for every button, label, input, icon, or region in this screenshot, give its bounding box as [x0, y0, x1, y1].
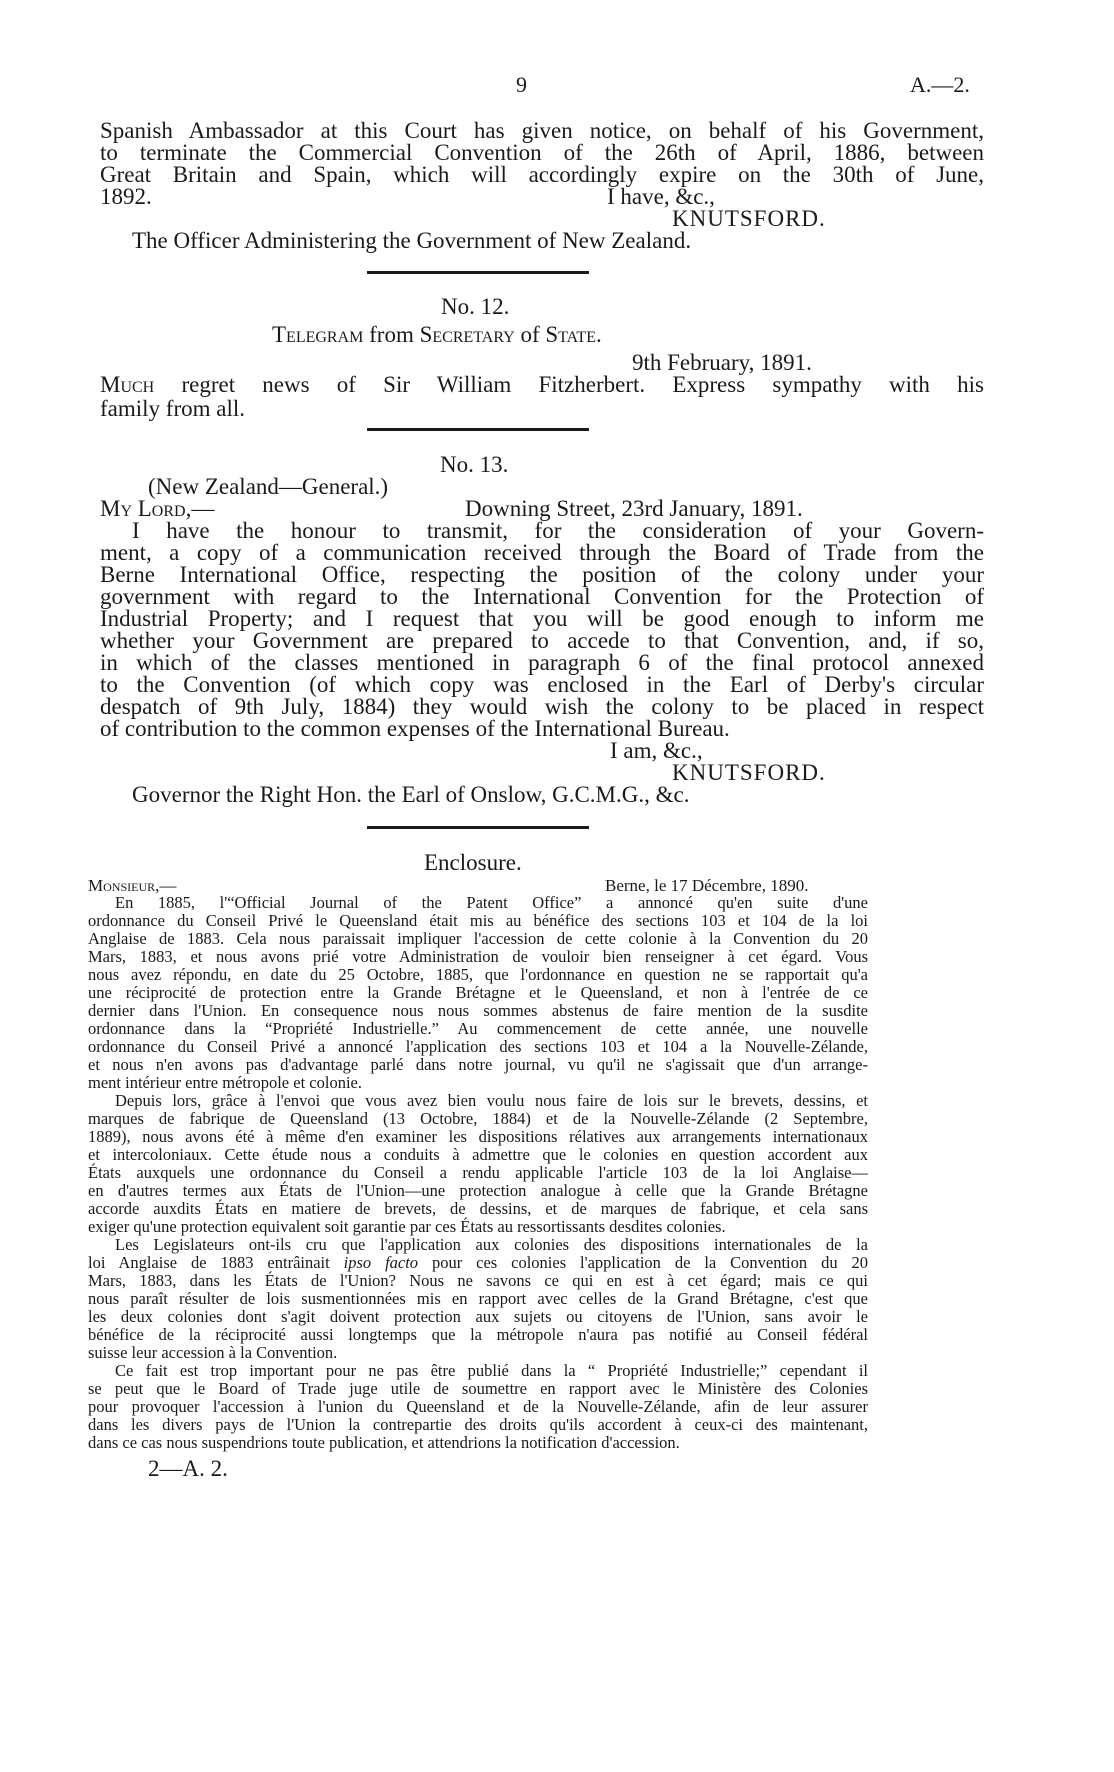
section-number: No. 12.: [441, 294, 510, 319]
enclosure-line: suisse leur accession à la Convention.: [88, 1343, 338, 1362]
section-divider: [367, 271, 589, 274]
enclosure-line: Mars, 1883, dans les États de l'Union? Nous ne savons ce qui en est à cet égard; mais ce qui: [88, 1271, 868, 1290]
page-number: 9: [516, 72, 527, 97]
enclosure-line: en d'autres termes aux États de l'Union—une protection analogue à celle que la Grande Brétagne: [88, 1181, 868, 1200]
body-line: to terminate the Commercial Convention of the 26th of April, 1886, between: [100, 140, 984, 165]
body-line: 1892.: [100, 184, 152, 209]
signature: KNUTSFORD.: [672, 206, 826, 231]
dateline: Downing Street, 23rd January, 1891.: [465, 496, 803, 521]
enclosure-line: et intercoloniaux. Cette étude nous a conduits à admettre que le colonies en question accordent aux: [88, 1145, 868, 1164]
title-word: from: [369, 322, 414, 347]
enclosure-line: marques de fabrique de Queensland (13 Octobre, 1884) et de la Nouvelle-Zélande (2 Septembre,: [88, 1109, 868, 1128]
enclosure-line: ordonnance dans la “Propriété Industrielle.” Au commencement de cette année, une nouvelle: [88, 1019, 868, 1038]
enclosure-line: exiger qu'une protection equivalent soit garantie par ces États au ressortissants desdites colonies.: [88, 1217, 726, 1236]
body-line: Industrial Property; and I request that you will be good enough to inform me: [100, 606, 984, 631]
dateline: Berne, le 17 Décembre, 1890.: [605, 876, 809, 895]
enclosure-line: dans les divers pays de l'Union la contrepartie des droits qu'ils accordent à ceux-ci des maintenant,: [88, 1415, 868, 1434]
body-line: Berne International Office, respecting the position of the colony under your: [100, 562, 984, 587]
salutation: Monsieur,—: [88, 876, 177, 895]
enclosure-line: ordonnance du Conseil Privé le Queensland était mis au bénéfice des sections 103 et 104 de la loi: [88, 911, 868, 930]
title-word: Secretary: [419, 322, 515, 347]
body-line: in which of the classes mentioned in paragraph 6 of the final protocol annexed: [100, 650, 984, 675]
enclosure-line: bénéfice de la réciprocité aussi longtemps que la métropole n'aura pas notifié au Conseil fédéral: [88, 1325, 868, 1344]
body-line: to the Convention (of which copy was enclosed in the Earl of Derby's circular: [100, 672, 984, 697]
enclosure-line: [88, 1254, 868, 1272]
first-word: Much: [100, 372, 155, 397]
telegram-date: 9th February, 1891.: [632, 350, 812, 375]
sign-off: I am, &c.,: [610, 738, 703, 763]
subheading: (New Zealand—General.): [148, 474, 389, 499]
enclosure-line: Ce fait est trop important pour ne pas être publié dans la “ Propriété Industrielle;” cependant il: [115, 1361, 868, 1380]
section-number: No. 13.: [440, 452, 509, 477]
enclosure-line: pour provoquer l'accession à l'union du Queensland et de la Nouvelle-Zélande, afin de leur assurer: [88, 1397, 868, 1416]
document-reference: A.—2.: [910, 72, 970, 97]
enclosure-line: États auxquels une ordonnance du Conseil a rendu applicable l'article 103 de la loi Anglaise—: [88, 1163, 868, 1182]
title-word: Telegram: [272, 322, 364, 347]
enclosure-line: et nous n'en avons pas d'advantage parlé dans notre journal, vu qu'il ne s'agissait que d'un arrange-: [88, 1055, 868, 1074]
enclosure-line: Depuis lors, grâce à l'envoi que vous avez bien voulu nous faire de lois sur le brevets, dessins, et: [115, 1091, 868, 1110]
enclosure-line: 1889), nous avons été à même d'en examiner les dispositions rélatives aux arrangements internationaux: [88, 1127, 868, 1146]
body-line: despatch of 9th July, 1884) they would wish the colony to be placed in respect: [100, 694, 984, 719]
addressee: The Officer Administering the Government of New Zealand.: [132, 228, 692, 253]
enclosure-line: En 1885, l'“Official Journal of the Patent Office” a annoncé qu'en suite d'une: [115, 893, 868, 912]
title-word: of: [520, 322, 540, 347]
section-divider: [367, 826, 589, 829]
sign-off: I have, &c.,: [607, 184, 715, 209]
enclosure-line: dernier dans l'Union. En consequence nous nous sommes abstenus de faire mention de la susdite: [88, 1001, 868, 1020]
body-line: ment, a copy of a communication received through the Board of Trade from the: [100, 540, 984, 565]
body-line: of contribution to the common expenses of the International Bureau.: [100, 716, 730, 741]
text-run: pour ces colonies l'application de la Convention du 20: [431, 1253, 868, 1272]
salutation: My Lord,—: [100, 496, 215, 521]
italic-phrase: ipso facto: [343, 1253, 419, 1272]
body-text: regret news of Sir William Fitzherbert. Express sympathy with his: [181, 372, 984, 397]
title-word: State.: [545, 322, 602, 347]
enclosure-title: Enclosure.: [424, 850, 522, 875]
enclosure-line: Mars, 1883, et nous avons prié votre Administration de vouloir bien renseigner à cet égard. Vous: [88, 947, 868, 966]
section-title: [272, 322, 602, 348]
enclosure-line: une réciprocité de protection entre la Grande Brétagne et le Queensland, et non à l'entrée de ce: [88, 983, 868, 1002]
body-line: Spanish Ambassador at this Court has given notice, on behalf of his Government,: [100, 118, 984, 143]
signature-mark: 2—A. 2.: [148, 1456, 228, 1481]
section-divider: [367, 428, 589, 431]
enclosure-line: ment intérieur entre métropole et colonie.: [88, 1073, 362, 1092]
enclosure-line: accorde auxdits États en matiere de brevets, de dessins, et de marques de fabrique, et cela sans: [88, 1199, 868, 1218]
body-line: family from all.: [100, 396, 245, 421]
addressee: Governor the Right Hon. the Earl of Onslow, G.C.M.G., &c.: [132, 782, 690, 807]
body-line: [100, 372, 984, 397]
enclosure-line: se peut que le Board of Trade juge utile de soumettre en rapport avec le Ministère des Colonies: [88, 1379, 868, 1398]
body-line: government with regard to the International Convention for the Protection of: [100, 584, 984, 609]
enclosure-line: dans ce cas nous suspendrions toute publication, et attendrions la notification d'accession.: [88, 1433, 680, 1452]
enclosure-line: les deux colonies dont s'agit doivent protection aux sujets ou citoyens de l'Union, sans avoir le: [88, 1307, 868, 1326]
signature: KNUTSFORD.: [672, 760, 826, 785]
enclosure-line: nous paraît résulter de lois susmentionnées mis en rapport avec celles de la Grand Brétagne, c'est que: [88, 1289, 868, 1308]
body-line: whether your Government are prepared to accede to that Convention, and, if so,: [100, 628, 984, 653]
enclosure-line: Les Legislateurs ont-ils cru que l'application aux colonies des dispositions internationales de la: [115, 1235, 868, 1254]
enclosure-line: ordonnance du Conseil Privé a annoncé l'application des sections 103 et 104 a la Nouvelle-Zélande,: [88, 1037, 868, 1056]
body-line: I have the honour to transmit, for the consideration of your Govern-: [132, 518, 984, 543]
text-run: loi Anglaise de 1883 entrâinait: [88, 1253, 330, 1272]
body-line: Great Britain and Spain, which will accordingly expire on the 30th of June,: [100, 162, 984, 187]
enclosure-line: Anglaise de 1883. Cela nous paraissait impliquer l'accession de cette colonie à la Convention du 20: [88, 929, 868, 948]
enclosure-line: nous avez répondu, en date du 25 Octobre, 1885, que l'ordonnance en question ne se rapportait qu'a: [88, 965, 868, 984]
